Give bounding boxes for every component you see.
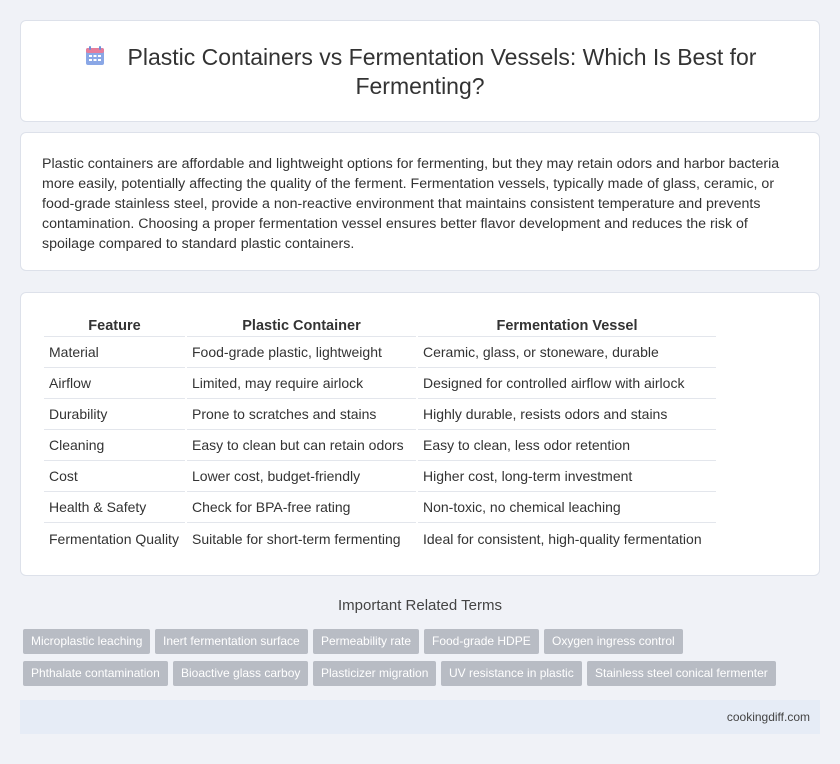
header-feature: Feature	[44, 315, 185, 337]
footer	[20, 700, 820, 734]
feature-cell: Cleaning	[44, 430, 185, 461]
calendar-icon	[84, 45, 106, 67]
header-plastic-container: Plastic Container	[187, 315, 416, 337]
vessel-cell: Highly durable, resists odors and stains	[418, 399, 716, 430]
plastic-cell: Prone to scratches and stains	[187, 399, 416, 430]
term-tag[interactable]: Food-grade HDPE	[424, 629, 539, 654]
plastic-cell: Suitable for short-term fermenting	[192, 530, 401, 547]
table-row	[44, 461, 716, 492]
term-tag[interactable]: Microplastic leaching	[23, 629, 150, 654]
vessel-cell: Ceramic, glass, or stoneware, durable	[418, 337, 716, 368]
plastic-cell: Check for BPA-free rating	[187, 492, 416, 523]
table-row	[44, 337, 716, 368]
feature-cell: Durability	[44, 399, 185, 430]
plastic-cell: Food-grade plastic, lightweight	[187, 337, 416, 368]
related-terms-heading: Important Related Terms	[338, 597, 502, 614]
feature-cell: Material	[44, 337, 185, 368]
table-row	[44, 492, 716, 523]
vessel-cell: Ideal for consistent, high-quality fermentation	[423, 530, 702, 547]
plastic-cell: Easy to clean but can retain odors	[187, 430, 416, 461]
table-row	[44, 368, 716, 399]
page-title: Plastic Containers vs Fermentation Vessels: Which Is Best for Fermenting?	[127, 44, 757, 99]
footer-site-link[interactable]: cookingdiff.com	[726, 710, 810, 724]
table-row	[44, 399, 716, 430]
comparison-card	[20, 292, 820, 576]
vessel-cell: Higher cost, long-term investment	[418, 461, 716, 492]
intro-paragraph: Plastic containers are affordable and lightweight options for fermenting, but they may retain odors and harbor bacteria more easily, potentially affecting the quality of the ferment. Fermentation vessels, typically made of glass, ceramic, or food-grade stainless steel, provide a non-reactive environment that maintains consistent temperature and prevents contamination. Choosing a proper fermentation vessel ensures better flavor development and reduces the risk of spoilage compared to standard plastic containers.	[42, 156, 780, 252]
feature-cell: Cost	[44, 461, 185, 492]
page-title-wrap	[61, 43, 779, 101]
comparison-table	[42, 315, 718, 554]
term-tag[interactable]: Inert fermentation surface	[155, 629, 308, 654]
term-tag[interactable]: Permeability rate	[313, 629, 419, 654]
feature-cell: Airflow	[44, 368, 185, 399]
term-tag[interactable]: Plasticizer migration	[313, 661, 436, 686]
vessel-cell: Non-toxic, no chemical leaching	[418, 492, 716, 523]
table-row	[44, 523, 716, 554]
table-header-row	[44, 315, 716, 337]
header-fermentation-vessel: Fermentation Vessel	[418, 315, 716, 337]
term-tag[interactable]: Bioactive glass carboy	[173, 661, 308, 686]
term-tag[interactable]: Phthalate contamination	[23, 661, 168, 686]
table-row	[44, 430, 716, 461]
feature-cell: Fermentation Quality	[49, 530, 179, 547]
vessel-cell: Designed for controlled airflow with airlock	[418, 368, 716, 399]
title-card	[20, 20, 820, 122]
intro-card	[20, 132, 820, 271]
term-tag[interactable]: UV resistance in plastic	[441, 661, 582, 686]
plastic-cell: Lower cost, budget-friendly	[187, 461, 416, 492]
term-tag[interactable]: Oxygen ingress control	[544, 629, 683, 654]
plastic-cell: Limited, may require airlock	[187, 368, 416, 399]
feature-cell: Health & Safety	[44, 492, 185, 523]
term-tag[interactable]: Stainless steel conical fermenter	[587, 661, 776, 686]
vessel-cell: Easy to clean, less odor retention	[418, 430, 716, 461]
